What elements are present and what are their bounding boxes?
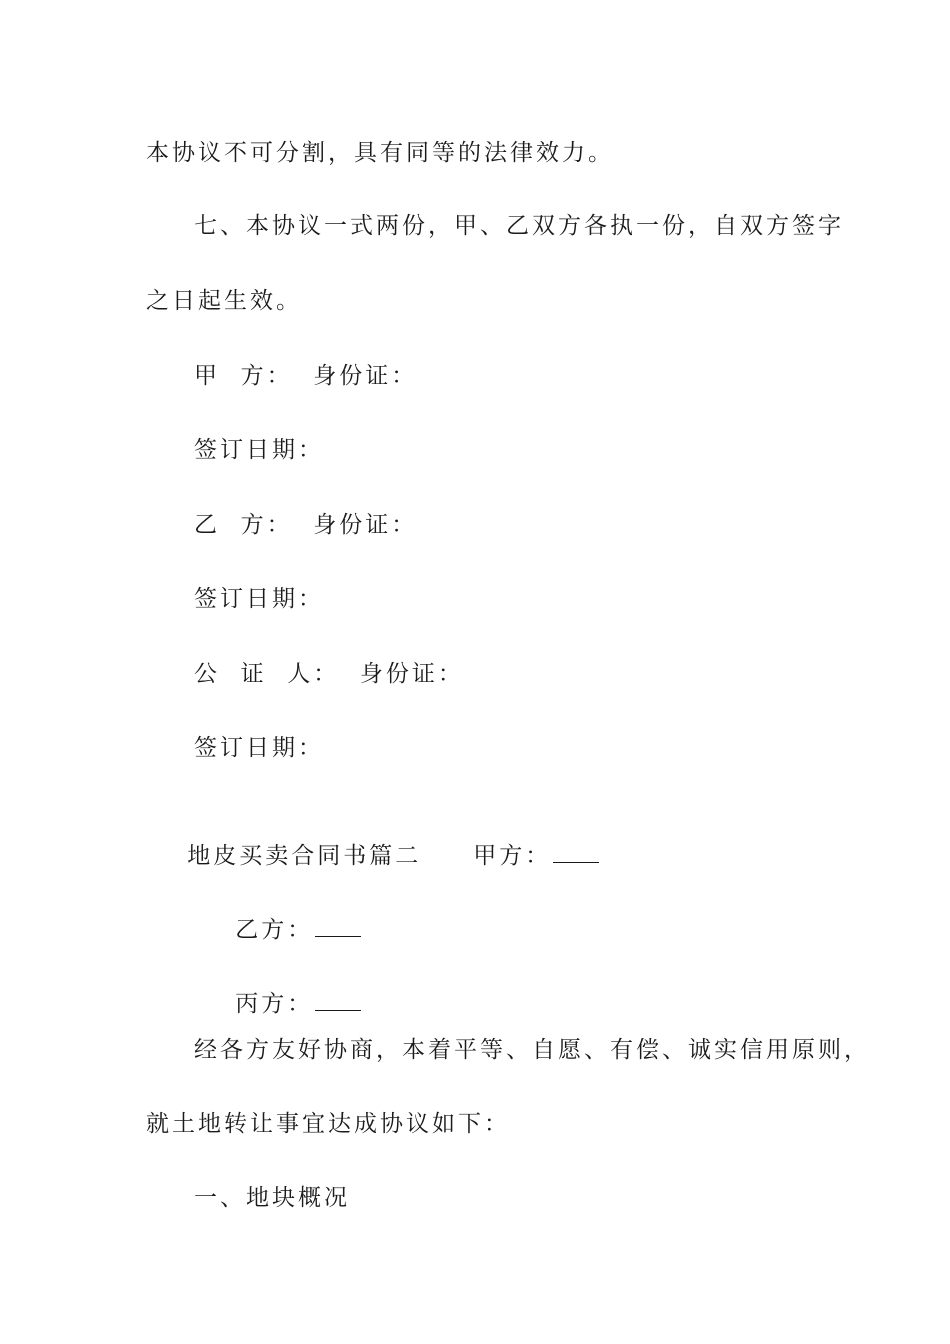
preamble-line-2: 就土地转让事宜达成协议如下： <box>146 1111 510 1137</box>
party-a-blank <box>553 840 599 863</box>
section-heading-plot: 一、地块概况 <box>194 1185 350 1211</box>
notary-sign-date: 签订日期： <box>194 735 324 761</box>
party-c-label: 丙方： <box>235 991 314 1017</box>
section-title: 地皮买卖合同书篇二 <box>187 843 422 869</box>
party-a-label: 甲方： <box>473 843 552 869</box>
party-c-blank <box>315 988 361 1011</box>
clause-seven-line-2: 之日起生效。 <box>146 288 302 314</box>
preamble-line-1: 经各方友好协商，本着平等、自愿、有偿、诚实信用原则， <box>194 1037 870 1063</box>
party-b-blank <box>315 914 361 937</box>
party-b-sign-date: 签订日期： <box>194 586 324 612</box>
party-b-signature-line: 乙 方： 身份证： <box>194 512 418 538</box>
party-b-label: 乙方： <box>235 917 314 943</box>
text-line-effect: 本协议不可分割，具有同等的法律效力。 <box>146 140 614 166</box>
notary-signature-line: 公 证 人： 身份证： <box>194 661 464 687</box>
party-a-signature-line: 甲 方： 身份证： <box>194 363 418 389</box>
party-a-sign-date: 签订日期： <box>194 437 324 463</box>
clause-seven-line-1: 七、本协议一式两份，甲、乙双方各执一份，自双方签字 <box>194 213 844 239</box>
